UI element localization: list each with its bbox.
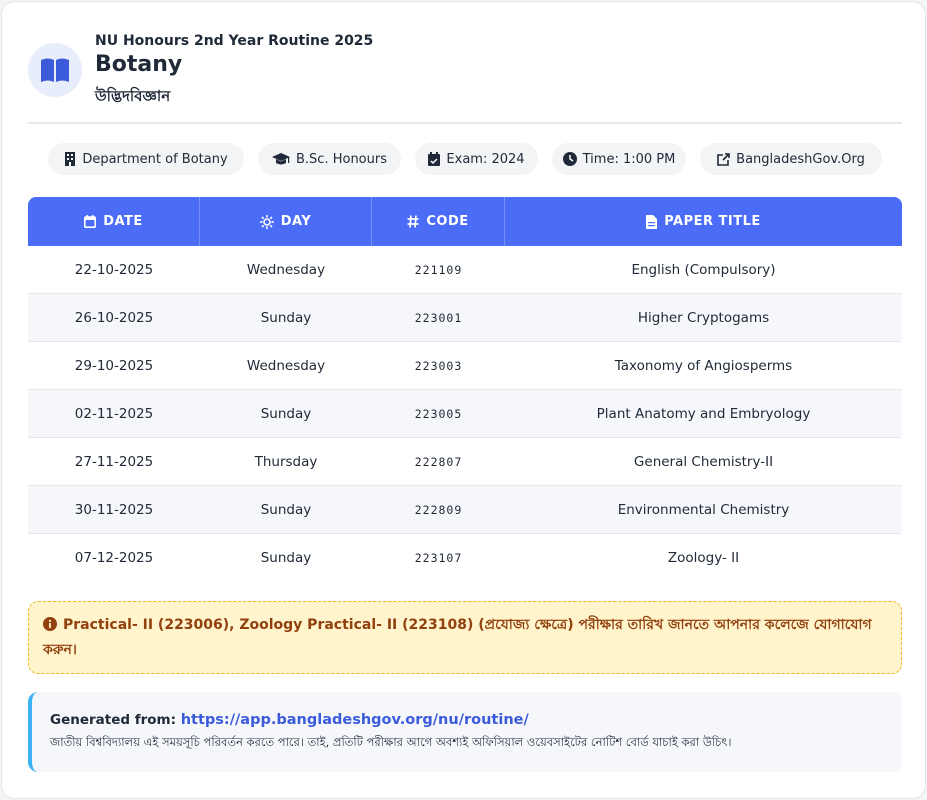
cell-code: 223001	[414, 311, 463, 325]
cell-paper-title: English (Compulsory)	[631, 262, 776, 278]
cell-paper-title: Zoology- II	[667, 550, 740, 566]
cell-day: Wednesday	[246, 358, 326, 374]
cell-code: 223005	[414, 407, 463, 421]
cell-paper-title: Higher Cryptogams	[637, 310, 770, 326]
graduation-cap-icon	[272, 153, 290, 166]
calendar-icon	[84, 215, 96, 228]
info-circle-icon	[43, 616, 57, 639]
table-row	[28, 534, 902, 582]
external-link-icon	[717, 153, 730, 166]
hash-icon	[407, 215, 419, 228]
table-row	[28, 390, 902, 438]
cell-paper-title: General Chemistry-II	[633, 454, 774, 470]
page-title-bengali: উদ্ভিদবিজ্ঞান	[95, 87, 171, 105]
cell-paper-title: Plant Anatomy and Embryology	[596, 406, 811, 422]
cell-code: 223003	[414, 359, 463, 373]
cell-date: 07-12-2025	[74, 550, 154, 566]
book-open-icon	[28, 43, 82, 97]
chip-exam	[415, 143, 538, 175]
routine-card	[1, 1, 926, 799]
column-header-day-label: DAY	[280, 214, 312, 229]
generated-from	[50, 712, 884, 728]
cell-paper-title: Taxonomy of Angiosperms	[614, 358, 793, 374]
cell-date: 29-10-2025	[74, 358, 154, 374]
routine-table	[28, 197, 902, 582]
footer-source	[28, 692, 902, 772]
cell-day: Sunday	[260, 310, 312, 326]
cell-day: Wednesday	[246, 262, 326, 278]
cell-code: 221109	[414, 263, 463, 277]
table-header	[28, 197, 902, 246]
cell-paper-title: Environmental Chemistry	[617, 502, 790, 518]
chip-exam-label: Exam: 2024	[446, 151, 525, 167]
chip-department	[48, 143, 244, 175]
source-link[interactable]: https://app.bangladeshgov.org/nu/routine/	[180, 712, 529, 728]
chip-department-label: Department of Botany	[82, 151, 228, 167]
column-header-code	[372, 197, 505, 246]
building-icon	[64, 152, 76, 166]
column-header-paper-title	[505, 197, 902, 246]
chip-time	[552, 143, 686, 175]
column-header-day	[200, 197, 372, 246]
cell-day: Sunday	[260, 502, 312, 518]
header	[28, 30, 902, 124]
disclaimer-text: জাতীয় বিশ্ববিদ্যালয় এই সময়সূচি পরিবর্তন করতে পারে। তাই, প্রতিটি পরীক্ষার আগে অবশ্যই অফিসিয়াল ওয়েবসাইটের নোটিশ বোর্ড যাচাই করা উচিৎ।	[50, 735, 732, 749]
table-row	[28, 294, 902, 342]
chip-website-label: BangladeshGov.Org	[736, 151, 865, 167]
column-header-date	[28, 197, 200, 246]
table-row	[28, 486, 902, 534]
cell-date: 22-10-2025	[74, 262, 154, 278]
routine-subtitle: NU Honours 2nd Year Routine 2025	[95, 33, 374, 49]
cell-code: 222807	[414, 455, 463, 469]
cell-date: 27-11-2025	[74, 454, 154, 470]
chip-degree-label: B.Sc. Honours	[296, 151, 387, 167]
cell-date: 02-11-2025	[74, 406, 154, 422]
column-header-paper-title-label: PAPER TITLE	[664, 214, 761, 229]
chip-degree	[258, 143, 401, 175]
generated-label: Generated from:	[50, 712, 177, 728]
column-header-date-label: DATE	[103, 214, 143, 229]
chip-website-link[interactable]	[700, 143, 882, 175]
cell-code: 223107	[414, 551, 463, 565]
cell-date: 26-10-2025	[74, 310, 154, 326]
cell-code: 222809	[414, 503, 463, 517]
calendar-check-icon	[428, 152, 440, 166]
table-row	[28, 246, 902, 294]
clock-icon	[563, 152, 577, 166]
chip-time-label: Time: 1:00 PM	[582, 151, 676, 167]
cell-day: Sunday	[260, 406, 312, 422]
cell-date: 30-11-2025	[74, 502, 154, 518]
column-header-code-label: CODE	[426, 214, 469, 229]
sun-icon	[260, 215, 274, 229]
table-row	[28, 342, 902, 390]
notice-text: Practical- II (223006), Zoology Practical- II (223108) (প্রযোজ্য ক্ষেত্রে) পরীক্ষার তারিখ জানতে আপনার কলেজে যোগাযোগ করুন।	[43, 617, 872, 658]
cell-day: Thursday	[254, 454, 318, 470]
practical-exam-notice	[28, 601, 902, 674]
cell-day: Sunday	[260, 550, 312, 566]
page-title: Botany	[95, 52, 183, 77]
table-row	[28, 438, 902, 486]
file-icon	[646, 215, 657, 229]
